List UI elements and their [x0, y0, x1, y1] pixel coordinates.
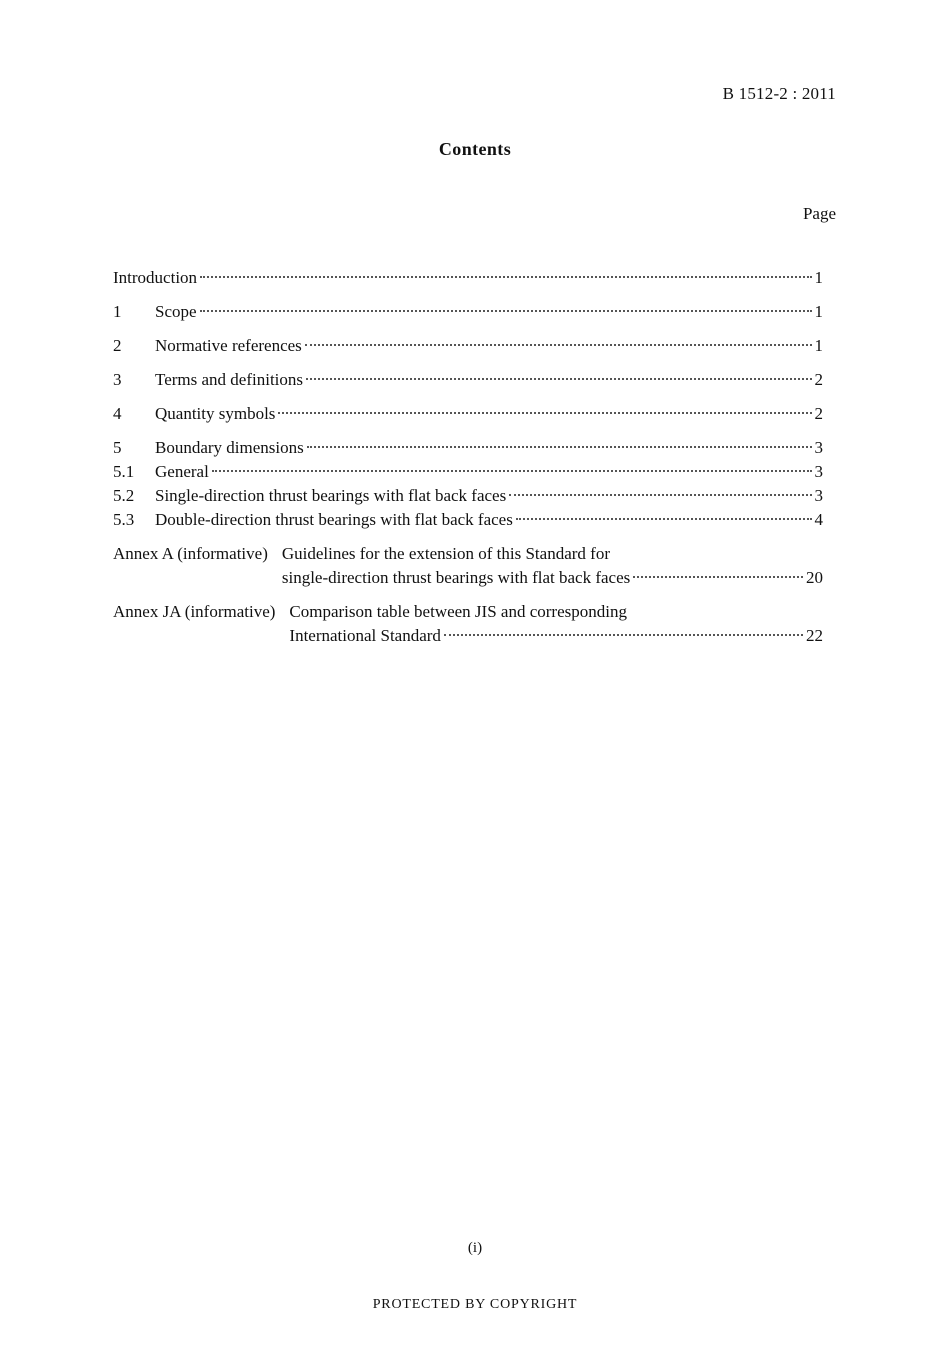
toc-entry-double-direction[interactable]	[113, 508, 823, 532]
toc-entry-number: 1	[113, 302, 122, 321]
toc-entry-normative-references[interactable]	[113, 334, 823, 358]
annex-title-line: Guidelines for the extension of this Standard for	[281, 544, 610, 563]
toc-entry-label: Boundary dimensions	[155, 438, 304, 457]
dot-leader	[200, 310, 812, 312]
annex-heading: Annex A (informative)	[113, 544, 268, 563]
toc-entry-number: 5	[113, 438, 122, 457]
toc-entry-label: Single-direction thrust bearings with flat back faces	[155, 486, 507, 505]
toc-entry-boundary-dimensions[interactable]	[113, 436, 823, 460]
toc-entry-page: 2	[814, 370, 823, 389]
toc-entry-number: 3	[113, 370, 122, 389]
dot-leader	[633, 576, 803, 578]
toc-entry-label: Introduction	[113, 268, 198, 287]
toc-entry-page: 3	[814, 462, 823, 481]
dot-leader	[200, 276, 811, 278]
toc-entry-scope[interactable]	[113, 300, 823, 324]
toc-annex-ja[interactable]	[113, 600, 823, 648]
toc-entry-page: 2	[814, 404, 823, 423]
annex-title-line: single-direction thrust bearings with flat back faces	[281, 568, 631, 587]
table-of-contents	[113, 266, 823, 648]
footer-page-number: (i)	[467, 1240, 483, 1256]
dot-leader	[509, 494, 811, 496]
toc-entry-page: 1	[814, 336, 823, 355]
toc-entry-label: Double-direction thrust bearings with flat back faces	[155, 510, 513, 529]
toc-entry-page: 1	[814, 268, 823, 287]
toc-entry-single-direction[interactable]	[113, 484, 823, 508]
dot-leader	[305, 344, 812, 346]
toc-entry-page: 20	[806, 568, 823, 587]
annex-heading: Annex JA (informative)	[113, 602, 276, 621]
toc-entry-number: 5.2	[113, 486, 135, 505]
toc-entry-page: 3	[814, 438, 823, 457]
toc-entry-terms-and-definitions[interactable]	[113, 368, 823, 392]
toc-entry-page: 1	[814, 302, 823, 321]
toc-entry-number: 4	[113, 404, 122, 423]
toc-entry-page: 4	[814, 510, 823, 529]
toc-entry-label: General	[155, 462, 209, 481]
toc-entry-number: 2	[113, 336, 122, 355]
toc-entry-label: Scope	[155, 302, 197, 321]
annex-title-line: Comparison table between JIS and corresponding	[289, 602, 627, 621]
toc-entry-introduction[interactable]	[113, 266, 823, 290]
dot-leader	[516, 518, 812, 520]
page-title: Contents	[438, 139, 512, 159]
toc-entry-quantity-symbols[interactable]	[113, 402, 823, 426]
copyright-notice: PROTECTED BY COPYRIGHT	[372, 1297, 578, 1312]
toc-entry-page: 3	[814, 486, 823, 505]
toc-entry-number: 5.1	[113, 462, 135, 481]
toc-entry-number: 5.3	[113, 510, 135, 529]
toc-annex-a[interactable]	[113, 542, 823, 590]
toc-entry-label: Quantity symbols	[155, 404, 276, 423]
toc-entry-general[interactable]	[113, 460, 823, 484]
toc-entry-label: Normative references	[155, 336, 302, 355]
dot-leader	[306, 378, 811, 380]
toc-entry-label: Terms and definitions	[155, 370, 304, 389]
annex-title-line: International Standard	[289, 626, 441, 645]
page-column-label: Page	[802, 204, 836, 223]
dot-leader	[278, 412, 811, 414]
dot-leader	[212, 470, 812, 472]
document-id: B 1512-2 : 2011	[722, 84, 836, 103]
toc-entry-page: 22	[806, 626, 823, 645]
dot-leader	[444, 634, 803, 636]
dot-leader	[307, 446, 812, 448]
